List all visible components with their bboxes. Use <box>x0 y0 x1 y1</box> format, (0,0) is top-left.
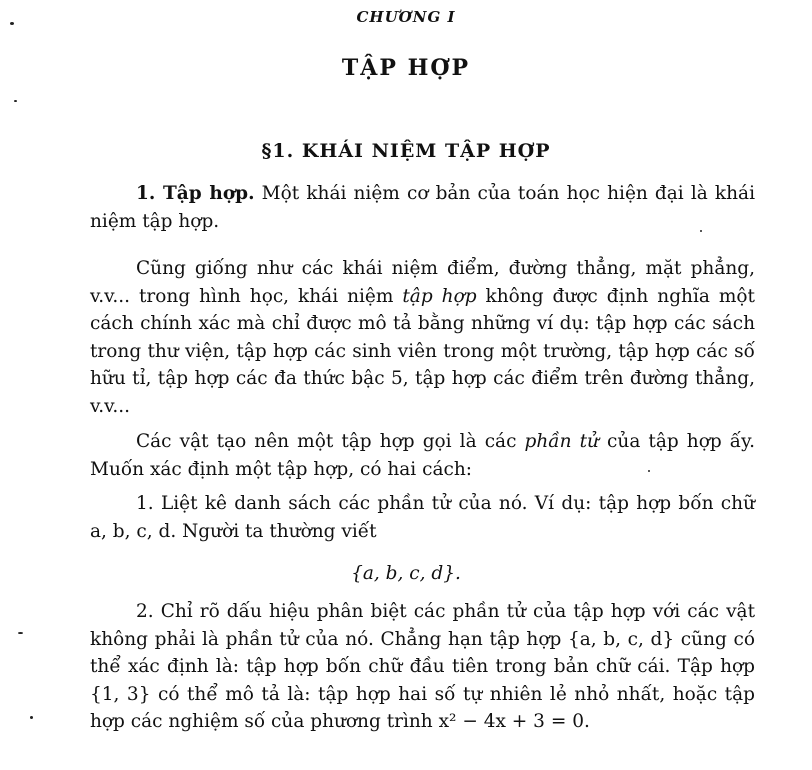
paragraph-heading: 1. Tập hợp. <box>136 183 255 204</box>
paragraph-method-1: 1. Liệt kê danh sách các phần tử của nó. Ví dụ: tập hợp bốn chữ a, b, c, d. Người ta thường viết <box>90 493 755 542</box>
emphasis-term: tập hợp <box>402 285 477 307</box>
paragraph-elements <box>90 428 755 483</box>
set-formula: {a, b, c, d}. <box>351 563 461 584</box>
paragraph-text: Một khái niệm cơ bản của toán học hiện đại là khái niệm tập hợp. <box>90 183 755 232</box>
scan-speck <box>700 230 702 232</box>
emphasis-term: phần tử <box>524 431 599 452</box>
section-title: §1. KHÁI NIỆM TẬP HỢP <box>261 140 551 162</box>
paragraph-text-after: không được định nghĩa một cách chính xác mà chỉ được mô tả bằng những ví dụ: tập hợp các sách trong thư viện, tập hợp các sinh viên trong một trường, tập hợp các số hữu tỉ, tập hợp các đa thức bậc 5, tập hợp các điểm trên đường thẳng, v.v... <box>90 285 755 417</box>
paragraph-method-2: 2. Chỉ rõ dấu hiệu phân biệt các phần tử của tập hợp với các vật không phải là phần tử của nó. Chẳng hạn tập hợp {a, b, c, d} cũng có thể xác định là: tập hợp bốn chữ đầu tiên trong bản chữ cái. Tập hợp {1, 3} có thể mô tả là: tập hợp hai số tự nhiên lẻ nhỏ nhất, hoặc tập hợp các nghiệm số của phương trình x² − 4x + 3 = 0. <box>90 601 755 732</box>
paragraph-text-before: Các vật tạo nên một tập hợp gọi là các <box>136 431 525 452</box>
paragraph-text-before: Cũng giống như các khái niệm điểm, đường thẳng, mặt phẳng, v.v... trong hình học, khái niệm <box>90 258 755 307</box>
paragraph-definition <box>90 180 755 235</box>
scan-speck <box>648 470 650 472</box>
scan-speck <box>30 716 33 719</box>
scan-speck <box>18 632 23 634</box>
chapter-title: TẬP HỢP <box>341 55 471 81</box>
chapter-label: CHƯƠNG I <box>356 8 456 26</box>
paragraph-text-after: của tập hợp ấy. Muốn xác định một tập hợp, có hai cách: <box>90 431 755 480</box>
scan-speck <box>10 22 14 25</box>
scan-speck <box>14 100 17 102</box>
paragraph-examples <box>90 255 755 420</box>
